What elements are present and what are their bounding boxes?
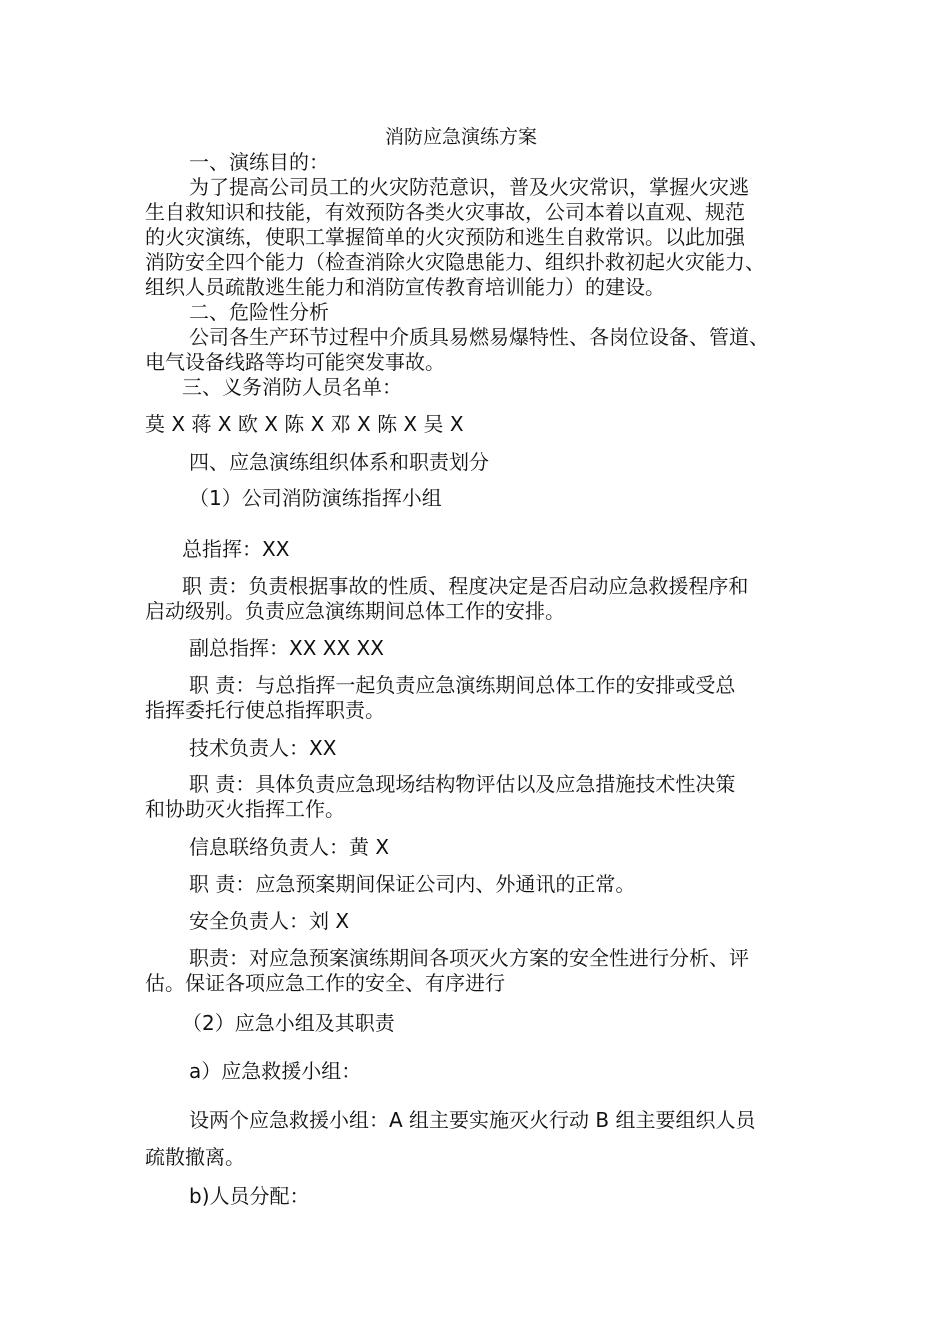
paragraph-line: 消防安全四个能力（检查消除火灾隐患能力、组织扑救初起火灾能力、 xyxy=(145,250,765,274)
paragraph-line: 启动级别。负责应急演练期间总体工作的安排。 xyxy=(145,599,565,623)
paragraph-line: 生自救知识和技能，有效预防各类火灾事故，公司本着以直观、规范 xyxy=(145,200,745,224)
section-heading-members: 三、义务消防人员名单： xyxy=(182,375,402,399)
subsection-item-b: b)人员分配： xyxy=(189,1184,310,1208)
paragraph-line: 职责：对应急预案演练期间各项灭火方案的安全性进行分析、评 xyxy=(189,946,749,970)
paragraph-line: 设两个应急救援小组：A 组主要实施灭火行动 B 组主要组织人员 xyxy=(189,1108,756,1132)
paragraph-line: 职 责：应急预案期间保证公司内、外通讯的正常。 xyxy=(189,872,636,896)
paragraph-line: 和协助灭火指挥工作。 xyxy=(145,797,345,821)
safety-lead-line: 安全负责人：刘 X xyxy=(189,909,350,933)
paragraph-line: 估。保证各项应急工作的安全、有序进行 xyxy=(145,971,505,995)
document-title: 消防应急演练方案 xyxy=(385,126,538,148)
section-heading-risk: 二、危险性分析 xyxy=(189,300,329,324)
paragraph-line: 电气设备线路等均可能突发事故。 xyxy=(145,350,445,374)
commander-line: 总指挥：XX xyxy=(182,537,290,561)
paragraph-line: 的火灾演练，使职工掌握简单的火灾预防和逃生自救常识。以此加强 xyxy=(145,225,745,249)
paragraph-line: 职 责：负责根据事故的性质、程度决定是否启动应急救援程序和 xyxy=(182,574,749,598)
paragraph-line: 公司各生产环节过程中介质具易燃易爆特性、各岗位设备、管道、 xyxy=(189,325,769,349)
paragraph-line: 为了提高公司员工的火灾防范意识，普及火灾常识，掌握火灾逃 xyxy=(189,175,749,199)
deputy-commander-line: 副总指挥：XX XX XX xyxy=(189,636,384,660)
subsection-heading-command: （1）公司消防演练指挥小组 xyxy=(189,486,442,510)
section-heading-organization: 四、应急演练组织体系和职责划分 xyxy=(189,450,489,474)
member-list: 莫 X 蒋 X 欧 X 陈 X 邓 X 陈 X 吴 X xyxy=(145,412,464,436)
paragraph-line: 组织人员疏散逃生能力和消防宣传教育培训能力）的建设。 xyxy=(145,275,665,299)
paragraph-line: 疏散撤离。 xyxy=(145,1145,245,1169)
paragraph-line: 职 责：具体负责应急现场结构物评估以及应急措施技术性决策 xyxy=(189,772,736,796)
subsection-item-a: a）应急救援小组： xyxy=(189,1059,362,1083)
paragraph-line: 指挥委托行使总指挥职责。 xyxy=(145,698,385,722)
section-heading-purpose: 一、演练目的： xyxy=(189,150,329,174)
subsection-heading-teams: （2）应急小组及其职责 xyxy=(182,1011,395,1035)
info-lead-line: 信息联络负责人：黄 X xyxy=(189,835,390,859)
paragraph-line: 职 责：与总指挥一起负责应急演练期间总体工作的安排或受总 xyxy=(189,673,736,697)
tech-lead-line: 技术负责人：XX xyxy=(189,736,337,760)
